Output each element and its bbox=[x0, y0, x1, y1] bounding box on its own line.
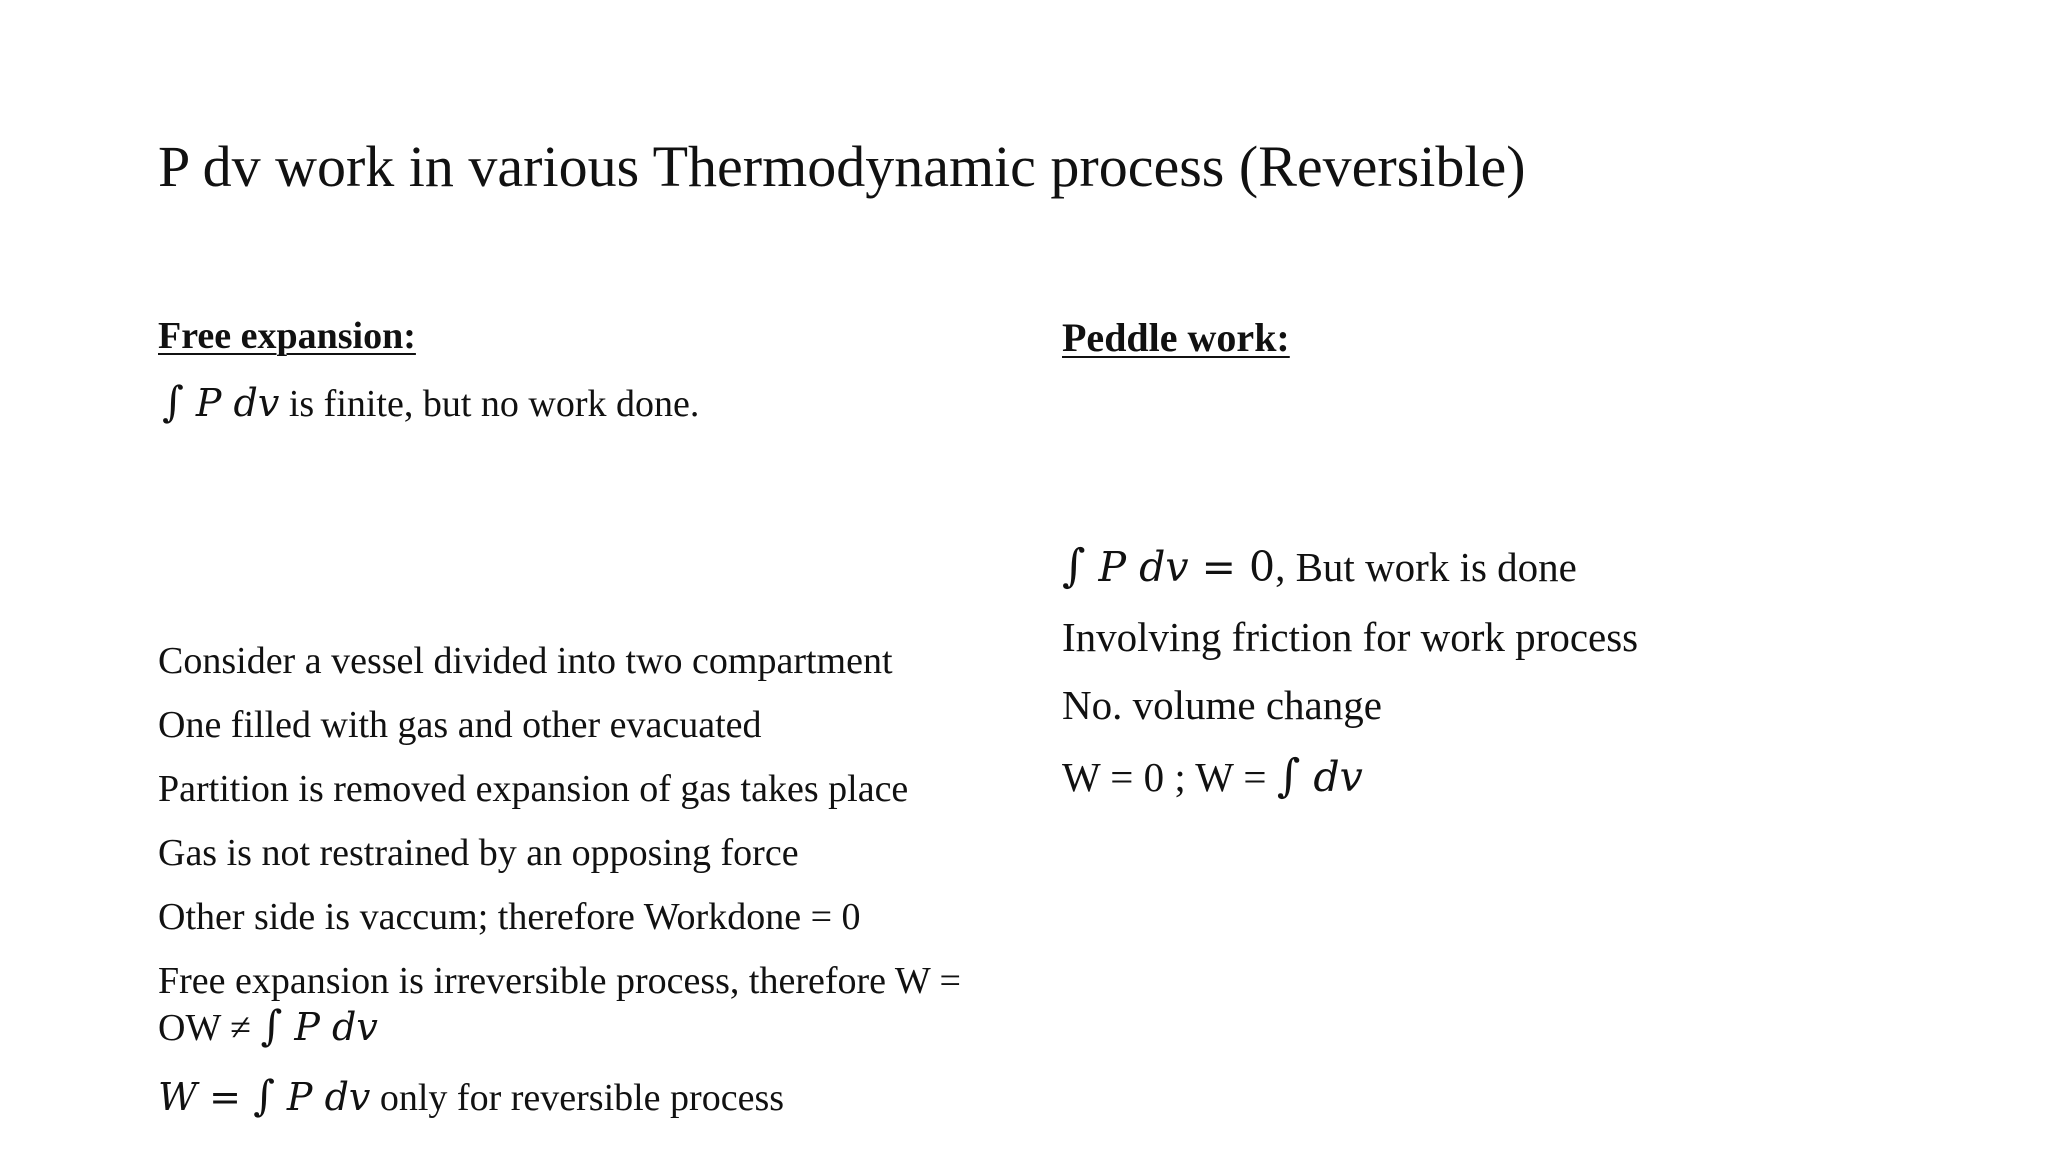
reversible-line bbox=[158, 1072, 784, 1121]
slide-title: P dv work in various Thermodynamic process (Reversible) bbox=[158, 134, 1526, 199]
dv-expression: dv bbox=[1300, 753, 1363, 801]
equals-zero: = 0 bbox=[1188, 543, 1276, 591]
intro-text: is finite, but no work done. bbox=[279, 383, 700, 425]
ow-not-equal: OW ≠ bbox=[158, 1007, 261, 1049]
left-line-1: Consider a vessel divided into two compartment bbox=[158, 640, 893, 682]
integral-symbol: ∫ bbox=[162, 377, 184, 426]
left-line-5: Other side is vaccum; therefore Workdone = 0 bbox=[158, 896, 861, 938]
w-symbol: W bbox=[158, 1075, 198, 1119]
left-line-4: Gas is not restrained by an opposing force bbox=[158, 832, 799, 874]
p-dv-expression: P dv bbox=[282, 1005, 378, 1049]
peddle-text: , But work is done bbox=[1275, 544, 1577, 590]
irreversible-line-1: Free expansion is irreversible process, therefore W = bbox=[158, 960, 961, 1002]
peddle-equation-2 bbox=[1062, 750, 1363, 802]
integral-symbol: ∫ bbox=[1276, 749, 1301, 802]
p-dv-expression: P dv bbox=[1085, 543, 1189, 591]
peddle-equation-1 bbox=[1062, 540, 1577, 592]
integral-symbol: ∫ bbox=[260, 1001, 283, 1050]
left-line-3: Partition is removed expansion of gas takes place bbox=[158, 768, 909, 810]
free-expansion-intro bbox=[162, 378, 699, 427]
integral-symbol: ∫ bbox=[1062, 539, 1086, 592]
work-zero-text: W = 0 ; W = bbox=[1062, 754, 1277, 800]
right-line-1: Involving friction for work process bbox=[1062, 614, 1639, 660]
peddle-work-heading: Peddle work: bbox=[1062, 315, 1290, 360]
irreversible-line-2 bbox=[158, 1002, 378, 1051]
p-dv-expression: P dv bbox=[183, 381, 280, 425]
equals-sign: = bbox=[197, 1075, 254, 1119]
p-dv-expression: P dv bbox=[274, 1075, 371, 1119]
reversible-text: only for reversible process bbox=[370, 1077, 785, 1119]
right-line-2: No. volume change bbox=[1062, 682, 1382, 728]
left-line-2: One filled with gas and other evacuated bbox=[158, 704, 762, 746]
free-expansion-heading: Free expansion: bbox=[158, 315, 416, 357]
integral-symbol: ∫ bbox=[253, 1071, 275, 1120]
